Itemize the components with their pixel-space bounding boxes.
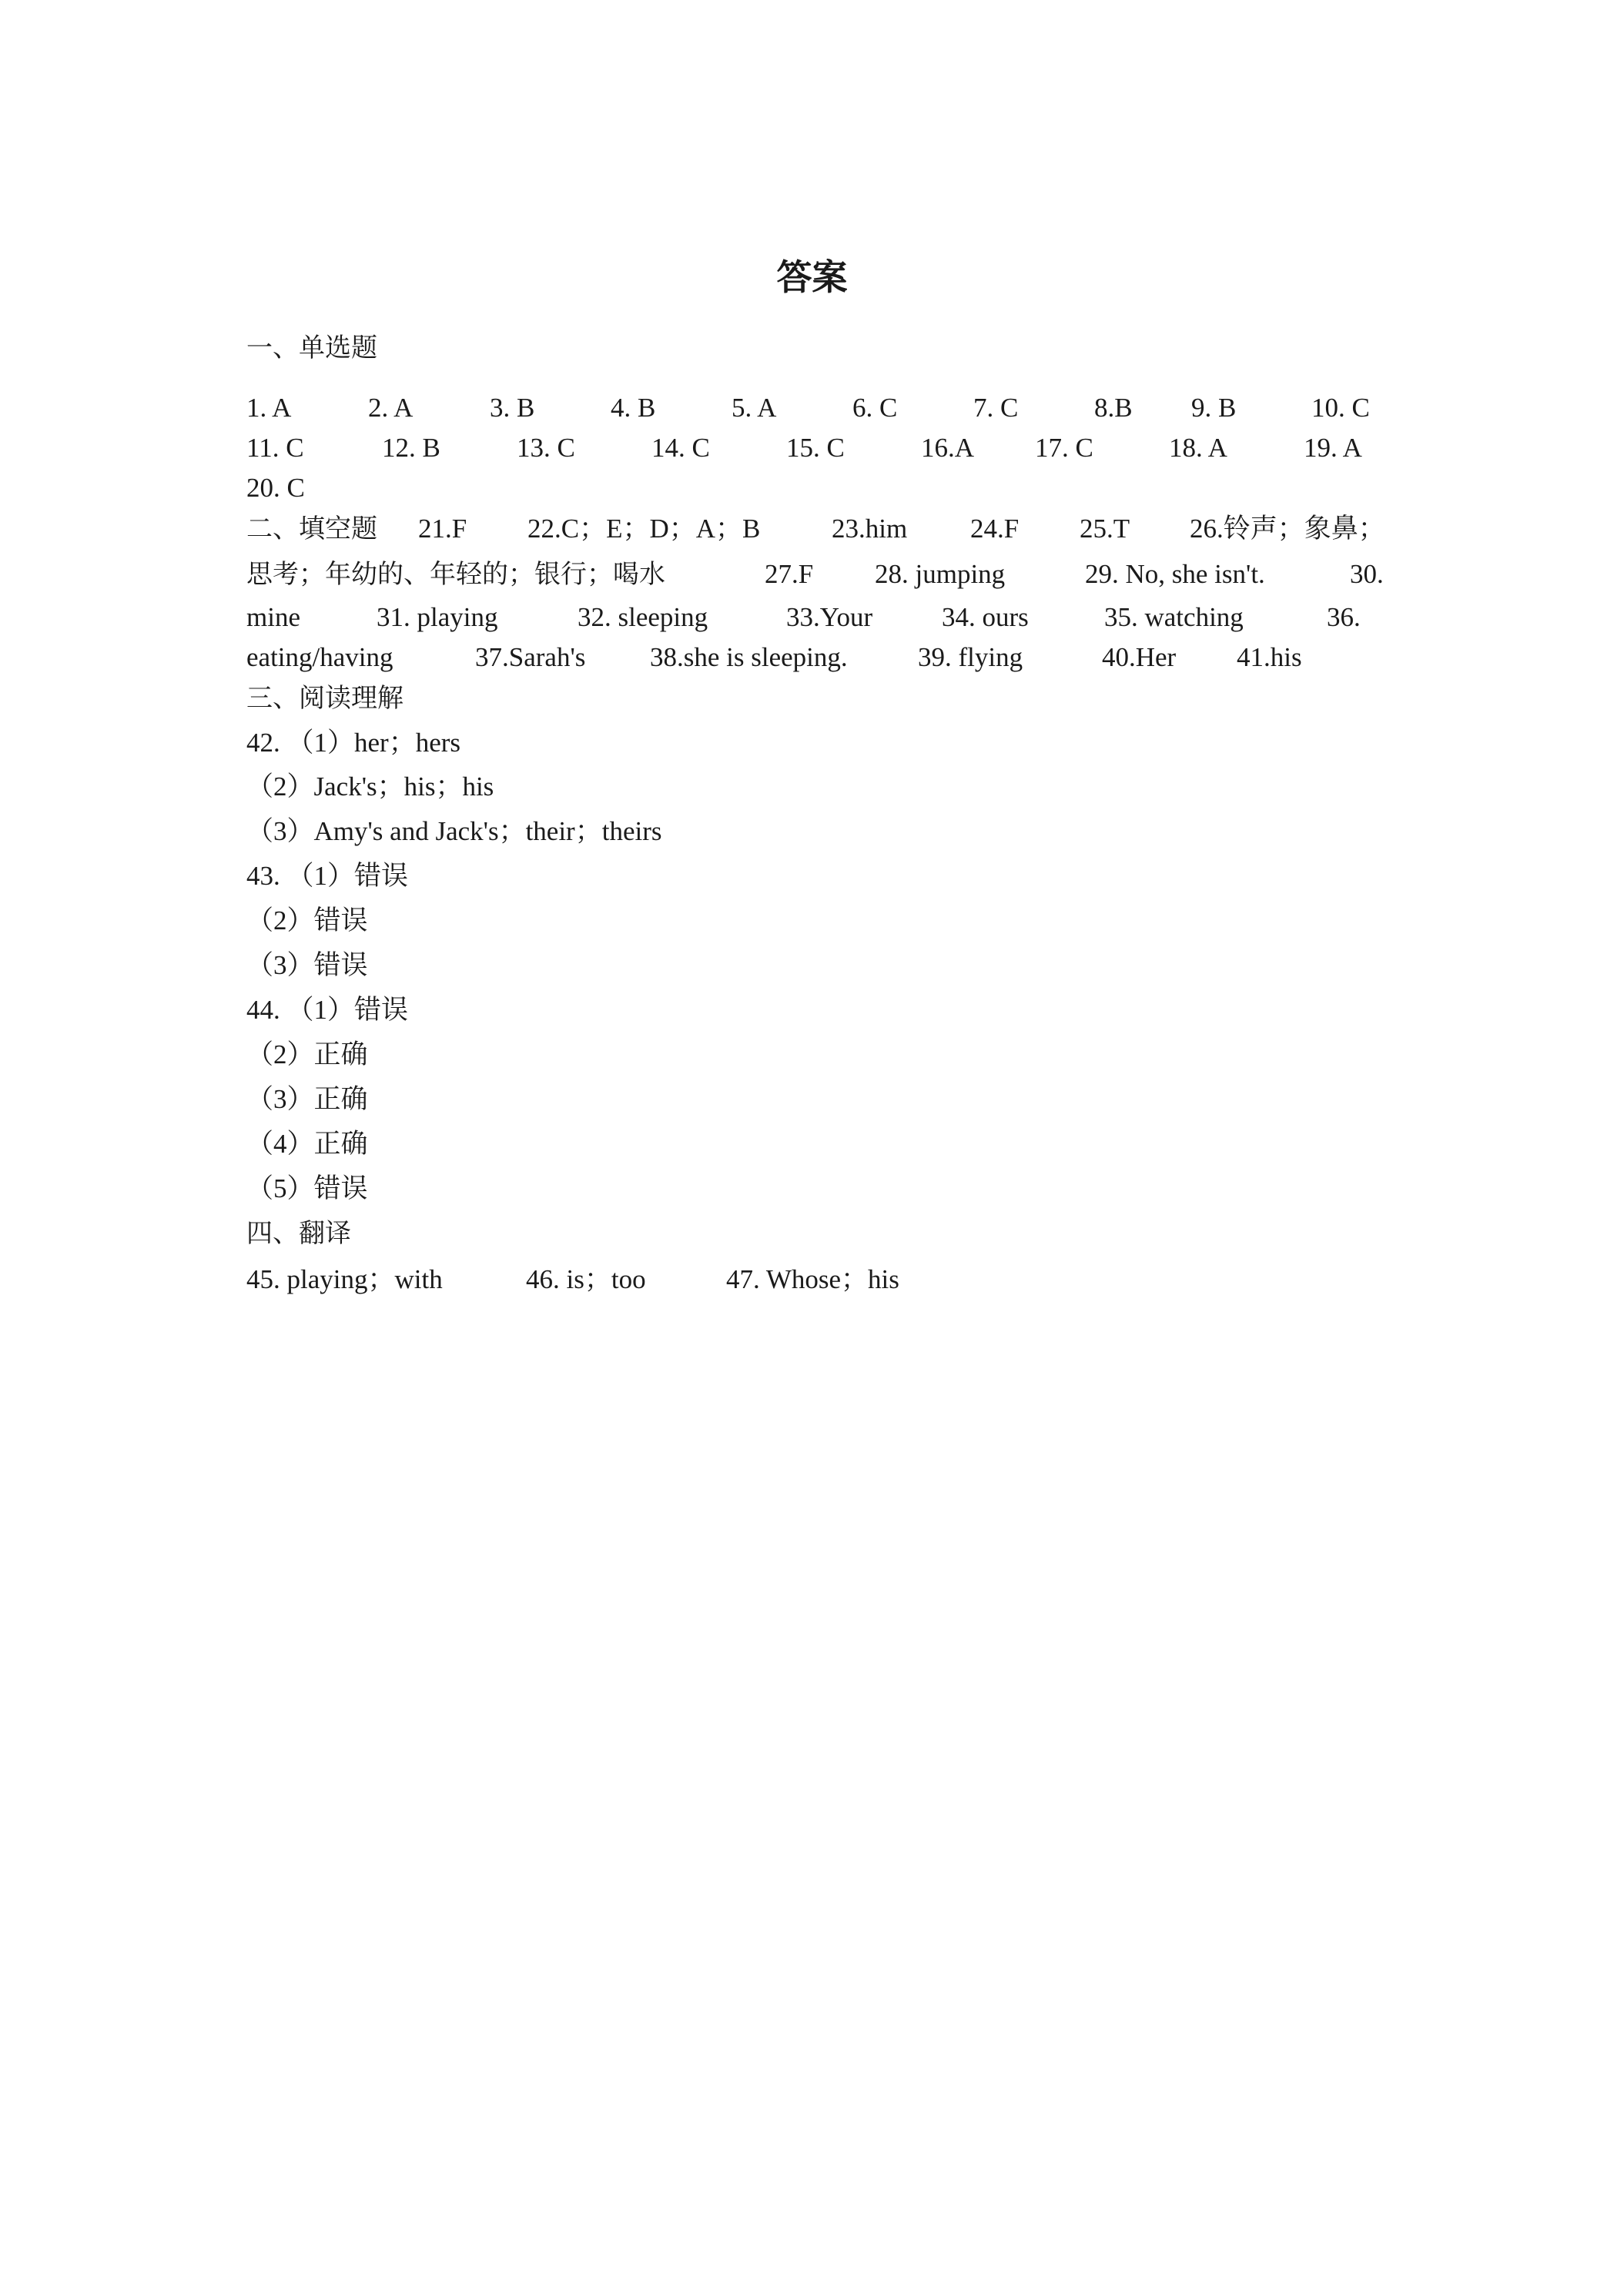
answer-item: 31. playing xyxy=(377,602,498,632)
answer-item: 34. ours xyxy=(942,602,1029,632)
answer-item: 7. C xyxy=(973,393,1019,423)
answer-item: 10. C xyxy=(1311,393,1370,423)
reading-answer-line: 44. （1）错误 xyxy=(246,995,409,1025)
answer-item: 28. jumping xyxy=(875,559,1006,589)
answer-item: 35. watching xyxy=(1104,602,1244,632)
answer-item: 22.C；E；D；A；B xyxy=(527,514,761,544)
answer-item: 11. C xyxy=(246,433,304,463)
answer-item: 5. A xyxy=(732,393,777,423)
answer-item: 17. C xyxy=(1035,433,1093,463)
reading-answer-line: （2）错误 xyxy=(246,905,368,935)
answer-item: 38.she is sleeping. xyxy=(650,642,848,672)
answer-item: 20. C xyxy=(246,473,305,503)
section-heading-reading: 三、阅读理解 xyxy=(246,683,403,714)
answer-item: 16.A xyxy=(921,433,975,463)
answer-item: 27.F xyxy=(765,559,814,589)
answer-item: 3. B xyxy=(490,393,535,423)
answer-item: 45. playing；with xyxy=(246,1264,443,1294)
answer-item: 40.Her xyxy=(1102,642,1177,672)
reading-answer-line: （3）错误 xyxy=(246,950,368,980)
answer-item: 19. A xyxy=(1304,433,1362,463)
answer-item: 1. A xyxy=(246,393,292,423)
section-heading-fill-blank: 二、填空题 xyxy=(246,514,377,544)
answer-item: 41.his xyxy=(1237,642,1302,672)
reading-answer-line: 42. （1）her；hers xyxy=(246,728,461,758)
answer-item: 21.F xyxy=(418,514,467,544)
answer-item: 39. flying xyxy=(918,642,1023,672)
answer-item: 23.him xyxy=(832,514,908,544)
answer-item: 9. B xyxy=(1191,393,1237,423)
section-heading-translation: 四、翻译 xyxy=(246,1218,351,1249)
answer-item: 13. C xyxy=(517,433,575,463)
answer-item: 18. A xyxy=(1169,433,1227,463)
answer-item: 12. B xyxy=(382,433,440,463)
answer-item: 4. B xyxy=(611,393,656,423)
answer-item: 2. A xyxy=(368,393,414,423)
reading-answer-line: 43. （1）错误 xyxy=(246,861,409,891)
answer-item: 46. is；too xyxy=(526,1264,646,1294)
reading-answer-line: （2）Jack's；his；his xyxy=(246,771,494,802)
answer-item: 36. xyxy=(1327,602,1361,632)
answer-item: 15. C xyxy=(786,433,845,463)
answer-item: 32. sleeping xyxy=(578,602,708,632)
answer-item: 8.B xyxy=(1094,393,1133,423)
answer-item: 37.Sarah's xyxy=(475,642,586,672)
answer-item: 47. Whose；his xyxy=(726,1264,899,1294)
answer-item: 33.Your xyxy=(786,602,873,632)
answer-item: 24.F xyxy=(970,514,1020,544)
reading-answer-line: （4）正确 xyxy=(246,1129,368,1159)
reading-answer-line: （3）Amy's and Jack's；their；theirs xyxy=(246,816,662,846)
reading-answer-line: （5）错误 xyxy=(246,1173,368,1203)
answer-item: eating/having xyxy=(246,642,393,672)
section-heading-single-choice: 一、单选题 xyxy=(246,333,377,363)
answer-item: 29. No, she isn't. xyxy=(1085,559,1265,589)
answer-item: 14. C xyxy=(651,433,710,463)
reading-answer-line: （3）正确 xyxy=(246,1084,368,1114)
answer-item: 6. C xyxy=(852,393,898,423)
answer-item: 26.铃声；象鼻； xyxy=(1190,514,1385,544)
page-title: 答案 xyxy=(776,256,848,298)
answer-item: 30. xyxy=(1350,559,1384,589)
answer-item: 25.T xyxy=(1080,514,1130,544)
reading-answer-line: （2）正确 xyxy=(246,1039,368,1069)
answer-item: 思考；年幼的、年轻的；银行；喝水 xyxy=(246,559,665,590)
answer-item: mine xyxy=(246,602,300,632)
